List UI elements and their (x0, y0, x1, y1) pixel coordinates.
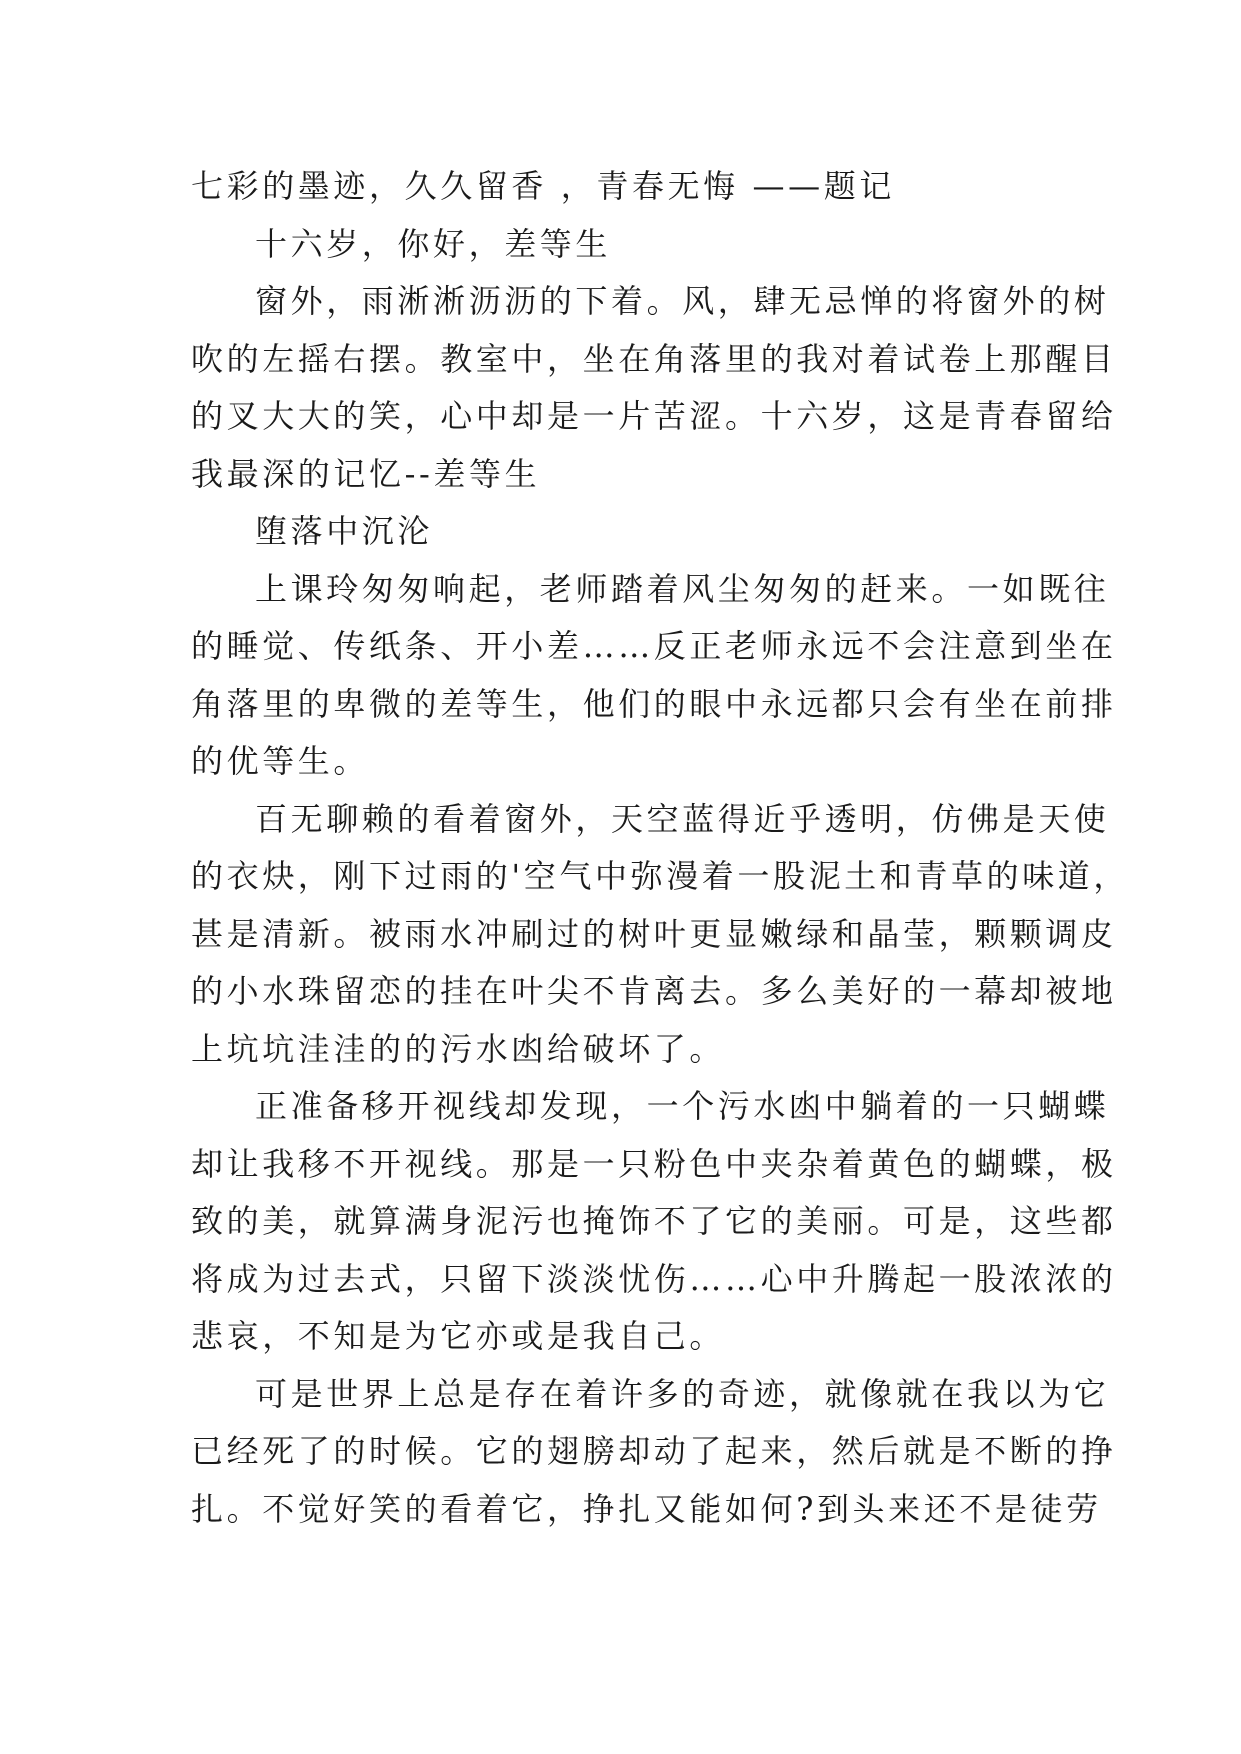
text-line-12: 百无聊赖的看着窗外，天空蓝得近乎透明，仿佛是天使 (255, 799, 1110, 838)
text-line-22: 可是世界上总是存在着许多的奇迹，就像就在我以为它 (255, 1374, 1110, 1413)
text-line-2: 十六岁，你好，差等生 (255, 224, 612, 263)
text-line-14: 甚是清新。被雨水冲刷过的树叶更显嫩绿和晶莹，颗颗调皮 (191, 914, 1117, 953)
text-line-4: 吹的左摇右摆。教室中，坐在角落里的我对着试卷上那醒目 (191, 339, 1117, 378)
text-line-18: 却让我移不开视线。那是一只粉色中夹杂着黄色的蝴蝶，极 (191, 1144, 1117, 1183)
document-body (191, 158, 1129, 1538)
text-line-3: 窗外，雨淅淅沥沥的下着。风，肆无忌惮的将窗外的树 (255, 282, 1110, 320)
text-line-21: 悲哀，不知是为它亦或是我自己。 (191, 1317, 726, 1355)
text-line-6: 我最深的记忆--差等生 (191, 454, 541, 493)
text-line-15: 的小水珠留恋的挂在叶尖不肯离去。多么美好的一幕却被地 (191, 972, 1117, 1010)
text-line-24: 扎。不觉好笑的看着它，挣扎又能如何?到头来还不是徒劳 (191, 1489, 1102, 1528)
text-line-9: 的睡觉、传纸条、开小差……反正老师永远不会注意到坐在 (191, 627, 1117, 665)
text-line-11: 的优等生。 (191, 742, 370, 780)
text-line-7: 堕落中沉沦 (255, 512, 434, 550)
text-line-13: 的衣炔，刚下过雨的'空气中弥漫着一股泥土和青草的味道， (191, 857, 1129, 895)
text-line-5: 的叉大大的笑，心中却是一片苦涩。十六岁，这是青春留给 (191, 397, 1117, 435)
text-line-19: 致的美，就算满身泥污也掩饰不了它的美丽。可是，这些都 (191, 1202, 1117, 1240)
text-line-1: 七彩的墨迹，久久留香 ，青春无悔 ——题记 (191, 167, 895, 205)
text-line-17: 正准备移开视线却发现，一个污水凼中躺着的一只蝴蝶 (255, 1087, 1110, 1125)
text-line-10: 角落里的卑微的差等生，他们的眼中永远都只会有坐在前排 (191, 684, 1117, 723)
text-line-23: 已经死了的时候。它的翅膀却动了起来，然后就是不断的挣 (191, 1432, 1117, 1470)
text-line-20: 将成为过去式，只留下淡淡忧伤……心中升腾起一股浓浓的 (191, 1259, 1117, 1298)
text-line-16: 上坑坑洼洼的的污水凼给破坏了。 (191, 1029, 726, 1068)
text-line-8: 上课玲匆匆响起，老师踏着风尘匆匆的赶来。一如既往 (255, 569, 1110, 608)
